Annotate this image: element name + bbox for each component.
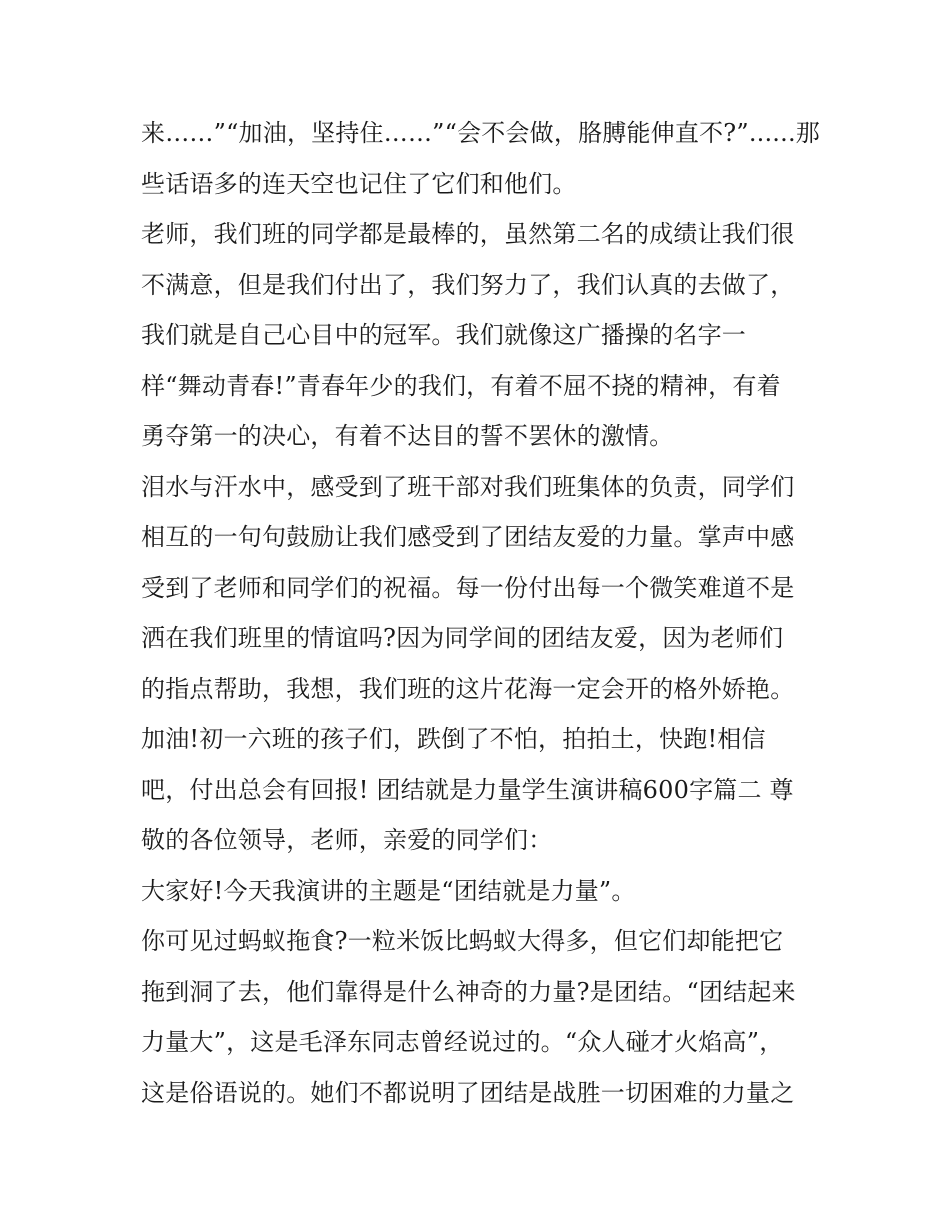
text-line: 泪水与汗水中，感受到了班干部对我们班集体的负责，同学们: [141, 472, 795, 501]
text-line: 受到了老师和同学们的祝福。每一份付出每一个微笑难道不是: [141, 573, 795, 602]
document-body: [141, 108, 821, 1118]
text-line: 相互的一句句鼓励让我们感受到了团结友爱的力量。掌声中感: [141, 523, 795, 551]
text-line: 洒在我们班里的情谊吗?因为同学间的团结友爱，因为老师们: [141, 624, 784, 652]
text-line: 敬的各位领导，老师，亲爱的同学们：: [141, 826, 553, 854]
text-line: 的指点帮助，我想，我们班的这片花海一定会开的格外娇艳。: [141, 674, 795, 703]
text-line: 力量大”，这是毛泽东同志曾经说过的。“众人碰才火焰高”，: [141, 1028, 784, 1056]
text-line: 吧，付出总会有回报! 团结就是力量学生演讲稿600字篇二 尊: [141, 775, 794, 804]
text-line: 些话语多的连天空也记住了它们和他们。: [141, 169, 577, 198]
text-line: 这是俗语说的。她们不都说明了团结是战胜一切困难的力量之: [141, 1078, 795, 1107]
text-line: 来……”“加油，坚持住……”“会不会做，胳膊能伸直不?”......那: [141, 119, 820, 147]
text-line: 不满意，但是我们付出了，我们努力了，我们认真的去做了，: [141, 270, 795, 299]
text-line: 样“舞动青春!”青春年少的我们，有着不屈不挠的精神，有着: [141, 371, 781, 400]
text-line: 你可见过蚂蚁拖食?一粒米饭比蚂蚁大得多，但它们却能把它: [141, 927, 784, 955]
text-line: 老师，我们班的同学都是最棒的，虽然第二名的成绩让我们很: [141, 220, 795, 248]
text-line: 我们就是自己心目中的冠军。我们就像这广播操的名字一: [141, 321, 746, 349]
text-line: 拖到洞了去，他们靠得是什么神奇的力量?是团结。“团结起来: [141, 977, 796, 1006]
text-line: 大家好!今天我演讲的主题是“团结就是力量”。: [141, 876, 636, 905]
text-line: 勇夺第一的决心，有着不达目的誓不罢休的激情。: [141, 422, 674, 450]
text-line: 加油!初一六班的孩子们，跌倒了不怕，拍拍土，快跑!相信: [141, 725, 766, 753]
